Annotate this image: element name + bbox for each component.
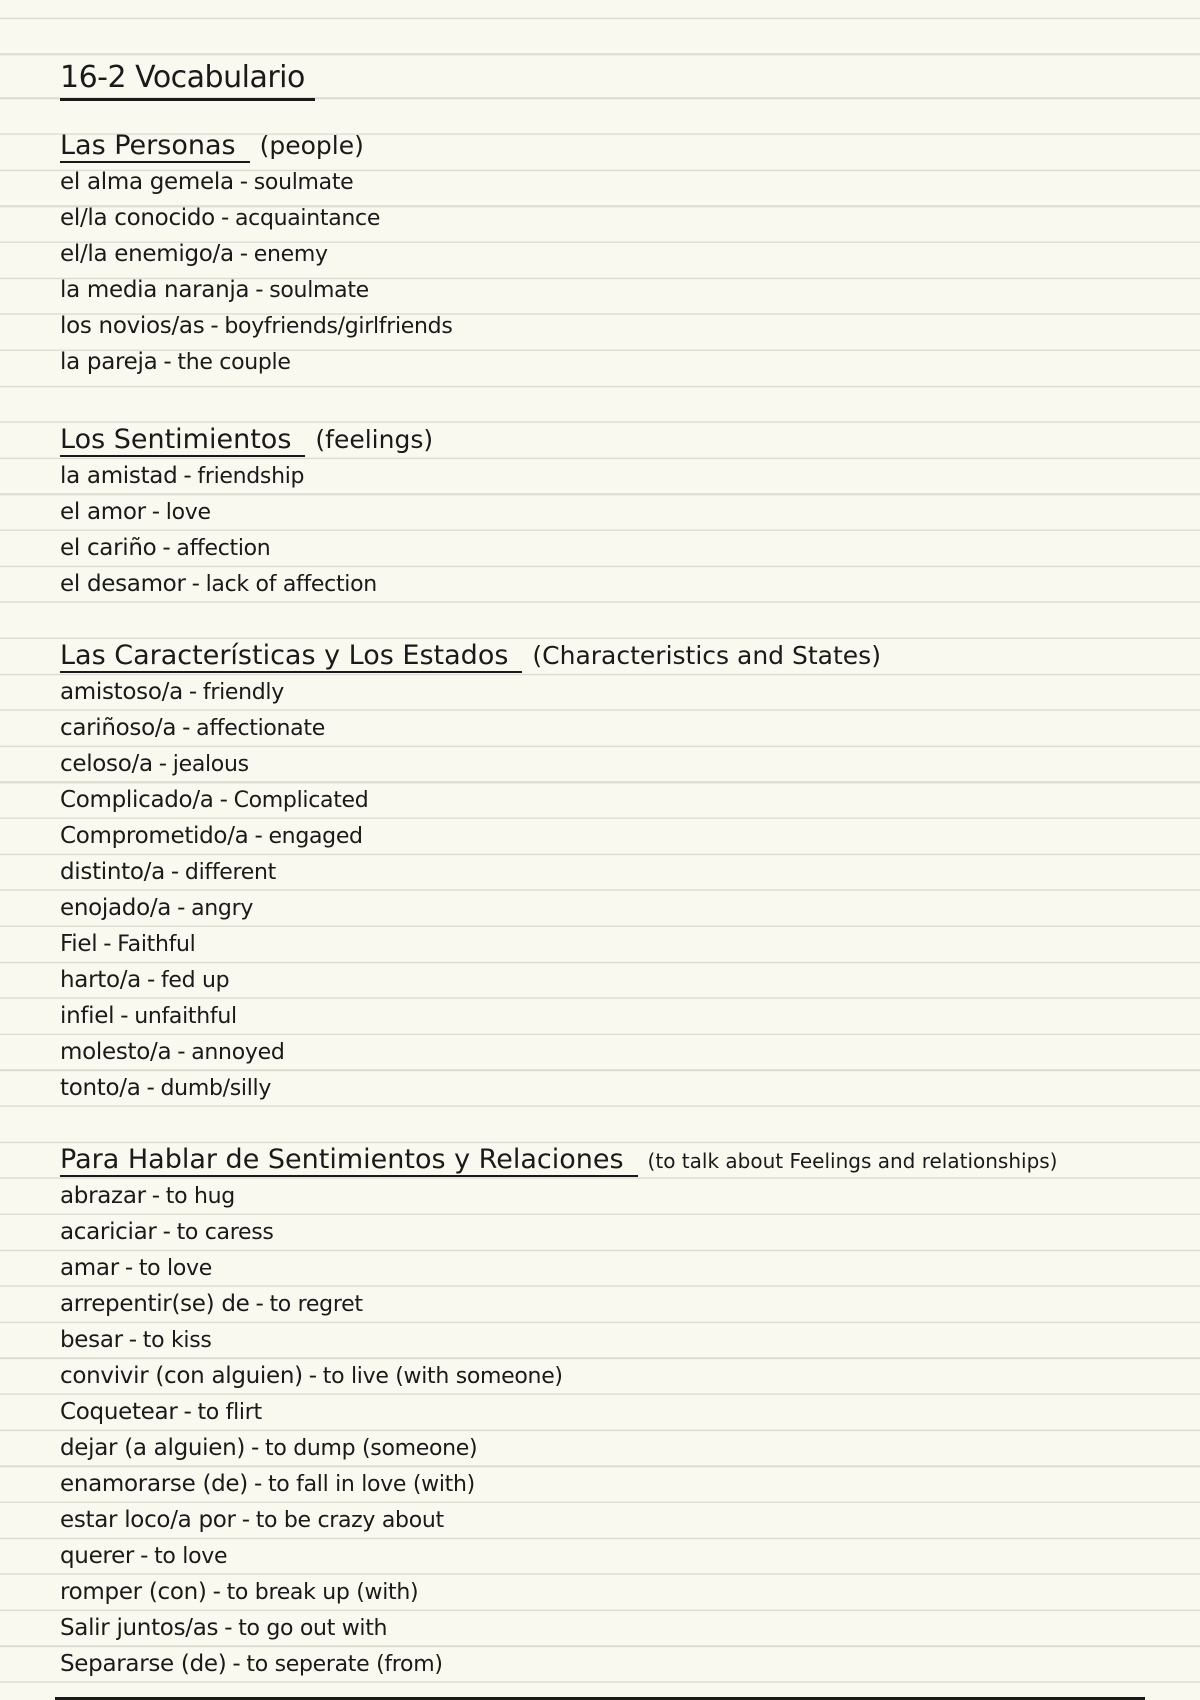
- section-heading-en: (feelings): [315, 425, 434, 454]
- vocab-entry: convivir (con alguien) - to live (with someone): [60, 1363, 563, 1389]
- vocab-entry: acariciar - to caress: [60, 1219, 274, 1245]
- section-heading: [60, 128, 1160, 164]
- vocab-entry: el amor - love: [60, 499, 211, 525]
- vocab-entry: Coquetear - to flirt: [60, 1399, 262, 1425]
- vocab-entry: querer - to love: [60, 1543, 228, 1569]
- vocab-entry: romper (con) - to break up (with): [60, 1579, 419, 1605]
- vocab-entry: molesto/a - annoyed: [60, 1039, 285, 1065]
- vocab-entry: celoso/a - jealous: [60, 751, 249, 777]
- vocab-entry: Salir juntos/as - to go out with: [60, 1615, 388, 1641]
- vocab-entry: amar - to love: [60, 1255, 212, 1281]
- section-heading-es: Los Sentimientos: [60, 424, 305, 457]
- vocab-entry: besar - to kiss: [60, 1327, 212, 1353]
- vocab-entry: cariñoso/a - affectionate: [60, 715, 325, 741]
- vocab-entry: harto/a - fed up: [60, 967, 230, 993]
- vocab-entry: Comprometido/a - engaged: [60, 823, 363, 849]
- vocab-entry: el desamor - lack of affection: [60, 571, 377, 597]
- vocab-entry: los novios/as - boyfriends/girlfriends: [60, 313, 453, 339]
- vocab-entry: arrepentir(se) de - to regret: [60, 1291, 363, 1317]
- section-heading: [60, 1142, 1160, 1178]
- vocab-entry: la pareja - the couple: [60, 349, 291, 375]
- vocab-entry: la media naranja - soulmate: [60, 277, 369, 303]
- section-heading-en: (Characteristics and States): [532, 641, 881, 670]
- section-para-hablar: [60, 1142, 1160, 1682]
- vocab-entry: abrazar - to hug: [60, 1183, 235, 1209]
- section-heading-es: Las Personas: [60, 130, 250, 163]
- section-personas: [60, 128, 1160, 380]
- section-heading: [60, 422, 1160, 458]
- vocab-entry: el alma gemela - soulmate: [60, 169, 354, 195]
- section-caracteristicas: [60, 638, 1160, 1106]
- vocab-entry: Separarse (de) - to seperate (from): [60, 1651, 443, 1677]
- vocab-entry: Fiel - Faithful: [60, 931, 196, 957]
- section-heading-en: (to talk about Feelings and relationships): [647, 1149, 1058, 1173]
- vocab-entry: Complicado/a - Complicated: [60, 787, 369, 813]
- section-heading: [60, 638, 1160, 674]
- vocab-entry: tonto/a - dumb/silly: [60, 1075, 272, 1101]
- section-heading-es: Las Características y Los Estados: [60, 640, 522, 673]
- section-heading-en: (people): [259, 131, 364, 160]
- vocab-entry: enamorarse (de) - to fall in love (with): [60, 1471, 475, 1497]
- section-sentimientos: [60, 422, 1160, 602]
- vocab-entry: amistoso/a - friendly: [60, 679, 284, 705]
- vocab-entry: infiel - unfaithful: [60, 1003, 237, 1029]
- vocab-entry: el/la conocido - acquaintance: [60, 205, 381, 231]
- vocab-entry: la amistad - friendship: [60, 463, 305, 489]
- vocab-entry: el cariño - affection: [60, 535, 271, 561]
- vocab-entry: el/la enemigo/a - enemy: [60, 241, 328, 267]
- vocab-entry: enojado/a - angry: [60, 895, 254, 921]
- vocab-entry: distinto/a - different: [60, 859, 276, 885]
- page-title: 16-2 Vocabulario: [60, 60, 315, 101]
- section-heading-es: Para Hablar de Sentimientos y Relaciones: [60, 1144, 638, 1177]
- vocab-entry: dejar (a alguien) - to dump (someone): [60, 1435, 478, 1461]
- vocab-entry: estar loco/a por - to be crazy about: [60, 1507, 444, 1533]
